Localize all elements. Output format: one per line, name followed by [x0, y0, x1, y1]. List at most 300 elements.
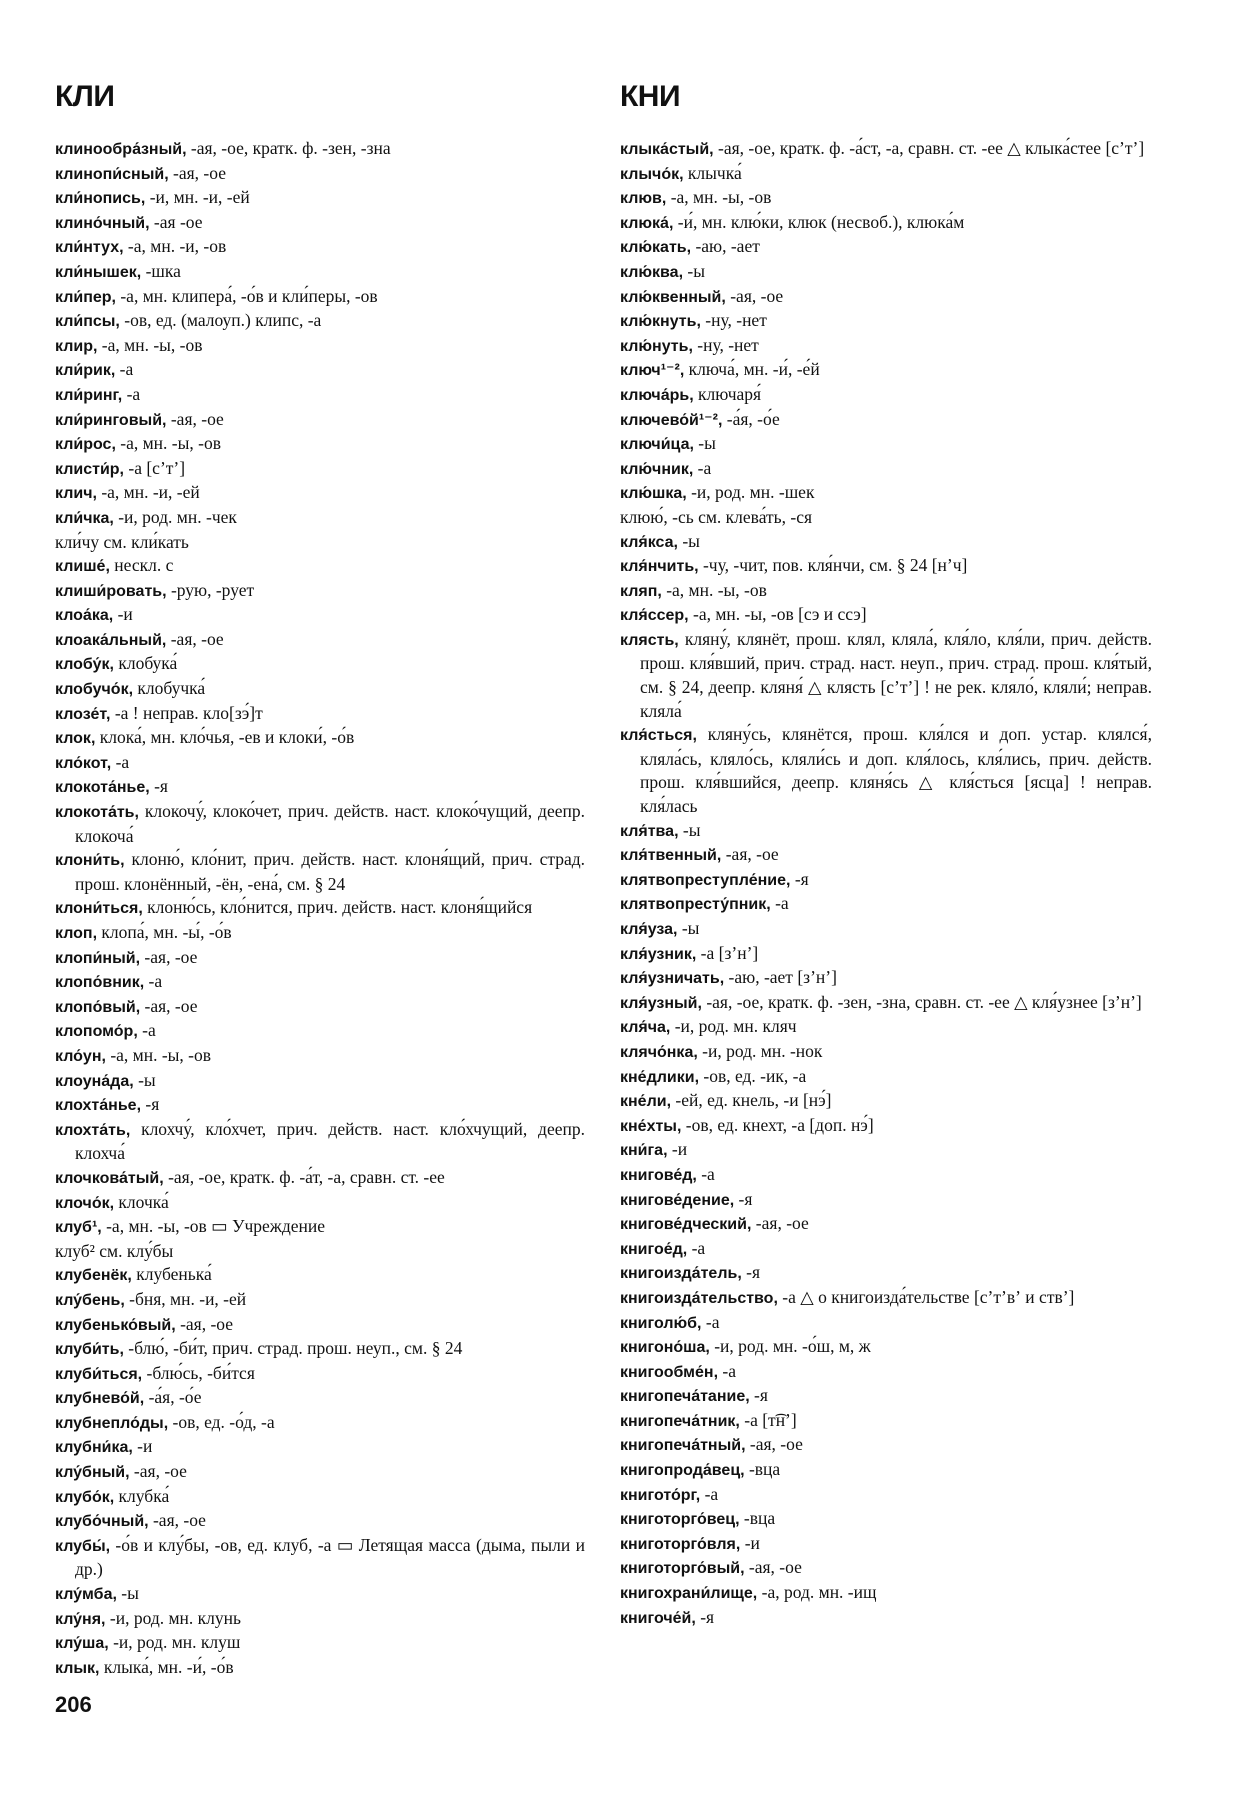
- entry-headword: книгопеча́тный,: [620, 1437, 746, 1455]
- entry-headword: клисти́р,: [55, 460, 124, 478]
- entry-definition: -я: [741, 1262, 761, 1283]
- entry-headword: клуб¹,: [55, 1219, 102, 1237]
- dictionary-entry: [55, 432, 585, 457]
- dictionary-entry: [620, 1507, 1152, 1532]
- entry-definition: -а: [137, 1020, 156, 1041]
- dictionary-entry: [55, 1435, 585, 1460]
- dictionary-entry: [55, 1582, 585, 1607]
- dictionary-entry: [55, 1313, 585, 1338]
- entry-definition: -а: [718, 1360, 737, 1381]
- entry-headword: клу́бень,: [55, 1291, 125, 1309]
- entry-definition: -и: [740, 1532, 760, 1553]
- entry-definition: -ая, -ое: [140, 946, 198, 967]
- dictionary-entry: [55, 1607, 585, 1632]
- entry-headword: клони́ть,: [55, 852, 125, 870]
- entry-headword: кни́га,: [620, 1142, 668, 1160]
- dictionary-entry: [55, 603, 585, 628]
- entry-headword: клу́ня,: [55, 1610, 106, 1628]
- entry-headword: клоа́ка,: [55, 607, 114, 625]
- entry-definition: клочка́: [114, 1191, 169, 1212]
- left-column: [55, 137, 585, 1680]
- entry-definition: -и, род. мн. клунь: [105, 1607, 241, 1628]
- entry-headword: кля́узник,: [620, 945, 697, 963]
- entry-definition: клохчу́, кло́хчет, прич. действ. наст. кло́хчущий, деепр. клохча́: [75, 1118, 585, 1164]
- entry-definition: клоню́, кло́нит, прич. действ. наст. клоня́щий, прич. страд. прош. клонённый, -ён, -ена́, см. § 24: [75, 849, 585, 894]
- entry-headword: клюка́,: [620, 214, 674, 232]
- dictionary-entry: [55, 1411, 585, 1436]
- entry-headword: клобу́к,: [55, 656, 114, 674]
- dictionary-entry: [55, 1337, 585, 1362]
- entry-headword: книгопеча́тание,: [620, 1388, 750, 1406]
- dictionary-entry: [620, 603, 1152, 628]
- entry-definition: -ая, -ое: [148, 1510, 206, 1531]
- entry-definition: -а: [115, 359, 134, 380]
- running-head-left: КЛИ: [55, 80, 115, 113]
- dictionary-entry: [55, 1485, 585, 1510]
- entry-definition: -чу, -чит, пов. кля́нчи, см. § 24 [нʼч]: [698, 555, 968, 576]
- entry-headword: кли́ринг,: [55, 386, 123, 404]
- entry-headword: клясть,: [620, 631, 679, 649]
- dictionary-entry: [620, 966, 1152, 991]
- entry-headword: ключи́ца,: [620, 436, 694, 454]
- entry-definition: ключаря́: [693, 383, 762, 404]
- entry-headword: клю́нуть,: [620, 337, 693, 355]
- entry-headword: клоака́льный,: [55, 631, 167, 649]
- entry-headword: клю́кнуть,: [620, 313, 701, 331]
- entry-definition: -ая, -ое, кратк. ф. -зен, -зна: [186, 138, 391, 158]
- entry-definition: -ая, -ое: [166, 408, 224, 429]
- entry-headword: кля́уза,: [620, 921, 678, 938]
- entry-headword: клопо́вник,: [55, 974, 145, 992]
- entry-definition: клока́, мн. кло́чья, -ев и клоки́, -о́в: [95, 727, 355, 748]
- entry-headword: клубенёк,: [55, 1267, 132, 1285]
- entry-definition: -вца: [739, 1508, 776, 1529]
- dictionary-entry: [55, 137, 585, 162]
- entry-definition: клобучка́: [133, 678, 206, 699]
- dictionary-entry: [55, 358, 585, 383]
- dictionary-entry: [55, 285, 585, 310]
- entry-headword: клубни́ка,: [55, 1439, 133, 1457]
- dictionary-entry: [620, 1212, 1152, 1237]
- entry-definition: -а, мн. -ы, -ов: [115, 433, 221, 454]
- entry-definition: клуб² см. клу́бы: [55, 1240, 174, 1261]
- entry-definition: -и: [132, 1436, 153, 1457]
- entry-headword: клоуна́да,: [55, 1072, 134, 1090]
- dictionary-entry: [620, 1335, 1152, 1360]
- dictionary-entry: [620, 1015, 1152, 1040]
- dictionary-entry: [55, 1118, 585, 1166]
- dictionary-entry: [55, 1288, 585, 1313]
- entry-definition: -ов, ед. -ик, -а: [699, 1065, 807, 1086]
- dictionary-entry: [620, 1114, 1152, 1139]
- dictionary-entry: [620, 917, 1152, 942]
- entry-definition: -ая, -ое: [168, 162, 226, 183]
- entry-headword: клятвопресту́пник,: [620, 896, 771, 914]
- dictionary-entry: [55, 579, 585, 604]
- entry-definition: -шка: [141, 260, 181, 281]
- entry-headword: кля́кса,: [620, 533, 678, 551]
- dictionary-entry: [620, 1532, 1152, 1557]
- entry-headword: книгове́дческий,: [620, 1216, 752, 1234]
- entry-headword: клиши́ровать,: [55, 582, 167, 600]
- dictionary-entry: [620, 432, 1152, 457]
- entry-headword: книголю́б,: [620, 1314, 702, 1332]
- entry-headword: клу́бный,: [55, 1464, 130, 1482]
- entry-definition: -а [сʼтʼ]: [124, 457, 186, 478]
- entry-definition: -а, мн. -ы, -ов [сэ и ссэ]: [688, 604, 867, 625]
- entry-definition: -ов, ед. -о́д, -а: [168, 1411, 275, 1432]
- entry-headword: книготорго́вый,: [620, 1560, 745, 1578]
- entry-headword: кли́псы,: [55, 313, 120, 331]
- dictionary-entry: [55, 309, 585, 334]
- dictionary-entry: [620, 942, 1152, 967]
- entry-definition: клюю́, -сь см. клева́ть, -ся: [620, 506, 813, 527]
- dictionary-entry: [55, 260, 585, 285]
- entry-headword: книгохрани́лище,: [620, 1585, 758, 1603]
- dictionary-entry: [55, 896, 585, 921]
- entry-definition: -а, мн. -и, -ей: [96, 482, 200, 503]
- dictionary-entry: [55, 1460, 585, 1485]
- dictionary-entry: [55, 1631, 585, 1656]
- entry-headword: клинопи́сный,: [55, 165, 169, 183]
- dictionary-entry: [620, 1163, 1152, 1188]
- entry-definition: -и, мн. -и, -ей: [145, 187, 250, 208]
- entry-headword: клуби́ть,: [55, 1341, 124, 1359]
- dictionary-entry: [55, 506, 585, 531]
- dictionary-entry: [55, 1069, 585, 1094]
- entry-definition: -ая, -ое: [745, 1434, 803, 1455]
- entry-headword: кли́чка,: [55, 509, 114, 527]
- dictionary-entry: [55, 186, 585, 211]
- dictionary-entry: [620, 819, 1152, 844]
- entry-definition: клубка́: [114, 1485, 170, 1506]
- entry-definition: -а, мн. -ы, -ов: [97, 334, 203, 355]
- dictionary-entry: [620, 1138, 1152, 1163]
- entry-definition: -ы: [677, 530, 700, 551]
- dictionary-entry: [620, 1409, 1152, 1434]
- entry-headword: книгоче́й,: [620, 1609, 696, 1627]
- dictionary-entry: [55, 1509, 585, 1534]
- dictionary-entry: [55, 946, 585, 971]
- entry-definition: -ая, -ое: [744, 1557, 802, 1578]
- dictionary-entry: [620, 1581, 1152, 1606]
- entry-headword: кли́нышек,: [55, 263, 142, 281]
- entry-definition: ключа́, мн. -и́, -е́й: [684, 359, 820, 380]
- dictionary-entry: [620, 309, 1152, 334]
- dictionary-entry: [55, 921, 585, 946]
- entry-headword: клокота́ть,: [55, 804, 139, 822]
- dictionary-entry: [620, 137, 1152, 162]
- entry-definition: -ая, -ое, кратк. ф. -а́ст, -а, сравн. ст. -ее △ клыка́стее [сʼтʼ]: [713, 138, 1145, 158]
- dictionary-entry: [620, 579, 1152, 604]
- right-column: [620, 137, 1152, 1630]
- entry-headword: кли́нтух,: [55, 239, 124, 257]
- entry-definition: -а: [701, 1311, 720, 1332]
- entry-definition: -аю, -ает: [691, 236, 760, 257]
- entry-headword: кли́рик,: [55, 362, 116, 380]
- entry-headword: клокота́нье,: [55, 779, 150, 797]
- entry-headword: книгое́д,: [620, 1240, 688, 1258]
- entry-headword: клуби́ться,: [55, 1365, 143, 1383]
- entry-headword: клык,: [55, 1659, 100, 1677]
- entry-headword: клочо́к,: [55, 1194, 115, 1212]
- entry-definition: -а: [144, 971, 163, 992]
- entry-definition: -а: [693, 457, 712, 478]
- entry-definition: -я: [149, 776, 168, 797]
- dictionary-entry: [620, 1040, 1152, 1065]
- entry-definition: -ая, -ое, кратк. ф. -а́т, -а, сравн. ст. -ее: [163, 1166, 445, 1187]
- entry-headword: кляп,: [620, 582, 662, 600]
- entry-definition: -а [т͡нʼ]: [739, 1409, 797, 1430]
- entry-definition: клобука́: [113, 653, 178, 674]
- dictionary-entry: [55, 235, 585, 260]
- entry-definition: -я: [141, 1094, 160, 1115]
- dictionary-entry: [620, 530, 1152, 555]
- entry-definition: -и, род. мн. кляч: [670, 1016, 797, 1037]
- page-number: 206: [55, 1692, 92, 1717]
- entry-definition: -ая, -ое: [166, 628, 224, 649]
- dictionary-entry: [55, 726, 585, 751]
- dictionary-entry: [55, 334, 585, 359]
- entry-headword: ключ¹⁻²,: [620, 362, 685, 380]
- running-head-right: КНИ: [620, 80, 681, 113]
- entry-headword: клубы́,: [55, 1537, 111, 1555]
- dictionary-entry: [55, 1093, 585, 1118]
- dictionary-entry: [620, 1237, 1152, 1262]
- dictionary-entry: [620, 334, 1152, 359]
- dictionary-entry: [620, 260, 1152, 285]
- entry-definition: клыка́, мн. -и́, -о́в: [99, 1656, 234, 1677]
- entry-headword: книготорго́вец,: [620, 1511, 740, 1529]
- entry-definition: -вца: [744, 1459, 781, 1480]
- entry-definition: -ы: [693, 433, 716, 454]
- entry-definition: -а: [770, 893, 789, 914]
- entry-definition: -а: [696, 1163, 715, 1184]
- dictionary-entry: [620, 235, 1152, 260]
- dictionary-entry: [620, 1384, 1152, 1409]
- dictionary-entry: [55, 162, 585, 187]
- entry-definition: клоню́сь, кло́нится, прич. действ. наст. клоня́щийся: [142, 897, 533, 918]
- entry-headword: клопомо́р,: [55, 1023, 138, 1041]
- dictionary-entry: [55, 677, 585, 702]
- dictionary-entry: [55, 652, 585, 677]
- entry-definition: -я: [695, 1606, 715, 1627]
- entry-headword: клятвопреступле́ние,: [620, 871, 791, 889]
- dictionary-entry: [620, 211, 1152, 236]
- entry-definition: -ы: [683, 260, 705, 281]
- entry-definition: -ы: [677, 918, 700, 938]
- entry-definition: -а ! неправ. кло[зэ́]т: [110, 702, 263, 723]
- dictionary-entry: [620, 383, 1152, 408]
- entry-definition: -я: [790, 868, 809, 889]
- dictionary-entry: [620, 162, 1152, 187]
- dictionary-entry: [55, 970, 585, 995]
- entry-headword: клопи́ный,: [55, 949, 141, 967]
- dictionary-entry: [620, 723, 1152, 818]
- dictionary-entry: [620, 1311, 1152, 1336]
- entry-headword: клю́квенный,: [620, 288, 726, 306]
- dictionary-entry: [620, 186, 1152, 211]
- entry-headword: книгопеча́тник,: [620, 1412, 740, 1430]
- entry-definition: клычка́: [683, 162, 742, 183]
- dictionary-entry: [55, 1263, 585, 1288]
- entry-headword: кля́сться,: [620, 727, 697, 745]
- entry-headword: клыка́стый,: [620, 141, 714, 158]
- entry-definition: -а: [122, 383, 141, 404]
- dictionary-entry: [620, 358, 1152, 383]
- dictionary-entry: [620, 991, 1152, 1016]
- entry-definition: кляну́, клянёт, прош. клял, кляла́, кля́ло, кля́ли, прич. действ. прош. кля́вший, прич. страд. наст. неуп., прич. страд. прош. кля́тый, см. § 24, деепр. кляня́ △ клясть [сʼтʼ] ! не рек. кляло́, кляли́; неправ. кляла́: [640, 628, 1152, 721]
- entry-headword: клинообра́зный,: [55, 141, 187, 158]
- entry-definition: -а́я, -о́е: [722, 408, 780, 429]
- entry-definition: -аю, -ает [зʼнʼ]: [724, 967, 837, 988]
- dictionary-entry: [55, 383, 585, 408]
- dictionary-entry: [55, 554, 585, 579]
- dictionary-entry: [55, 531, 585, 555]
- entry-headword: клу́ша,: [55, 1635, 109, 1653]
- dictionary-entry: [620, 1360, 1152, 1385]
- entry-headword: клино́чный,: [55, 214, 150, 232]
- entry-definition: -а, мн. -ы, -ов ▭ Учреждение: [101, 1216, 326, 1237]
- entry-headword: клячо́нка,: [620, 1043, 698, 1061]
- dictionary-entry: [55, 1044, 585, 1069]
- dictionary-entry: [55, 702, 585, 727]
- entry-definition: -и, род. мн. -чек: [113, 506, 237, 527]
- entry-definition: -а [зʼнʼ]: [696, 942, 759, 963]
- entry-headword: клубнепло́ды,: [55, 1414, 169, 1432]
- entry-headword: кля́нчить,: [620, 558, 699, 576]
- entry-definition: -а, мн. -и, -ов: [123, 236, 227, 257]
- entry-headword: кло́ун,: [55, 1047, 106, 1065]
- entry-definition: -ая, -ое: [175, 1313, 234, 1334]
- entry-headword: клони́ться,: [55, 900, 143, 918]
- entry-definition: -и́, мн. клю́ки, клюк (несвоб.), клюка́м: [673, 211, 965, 232]
- dictionary-entry: [620, 554, 1152, 579]
- entry-headword: клю́шка,: [620, 485, 687, 503]
- dictionary-entry: [55, 1215, 585, 1240]
- dictionary-entry: [55, 848, 585, 896]
- entry-headword: кля́ча,: [620, 1019, 671, 1037]
- dictionary-entry: [620, 1286, 1152, 1311]
- entry-headword: клобучо́к,: [55, 681, 134, 699]
- entry-headword: книгоно́ша,: [620, 1339, 710, 1357]
- entry-headword: кли́пер,: [55, 288, 116, 306]
- entry-headword: ключево́й¹⁻²,: [620, 411, 723, 429]
- entry-definition: -а: [111, 751, 130, 772]
- entry-definition: кли́чу см. кли́кать: [55, 531, 189, 552]
- dictionary-entry: [620, 481, 1152, 506]
- entry-definition: -ей, ед. кнель, -и [нэ́]: [671, 1090, 832, 1111]
- dictionary-entry: [55, 408, 585, 433]
- entry-definition: -а: [700, 1483, 719, 1504]
- entry-definition: -ая -ое: [149, 211, 203, 232]
- dictionary-entry: [55, 457, 585, 482]
- dictionary-entry: [55, 1191, 585, 1216]
- entry-headword: клоп,: [55, 925, 98, 942]
- entry-definition: -а, мн. -ы, -ов: [105, 1044, 212, 1065]
- entry-headword: клич,: [55, 485, 97, 503]
- entry-headword: кне́ли,: [620, 1093, 672, 1111]
- entry-headword: книгоизда́тель,: [620, 1265, 742, 1283]
- entry-headword: книгове́дение,: [620, 1191, 735, 1209]
- dictionary-entry: [620, 843, 1152, 868]
- dictionary-entry: [55, 1534, 585, 1582]
- entry-definition: -а, мн. клипера́, -о́в и кли́перы, -ов: [115, 285, 378, 306]
- entry-headword: клубнево́й,: [55, 1390, 145, 1408]
- dictionary-entry: [620, 1606, 1152, 1631]
- entry-headword: кля́узничать,: [620, 970, 725, 988]
- entry-definition: -а, род. мн. -ищ: [757, 1582, 877, 1603]
- entry-headword: книготорго́вля,: [620, 1535, 741, 1553]
- entry-definition: -ов, ед. кнехт, -а [доп. нэ́]: [681, 1114, 874, 1135]
- entry-definition: клопа́, мн. -ы́, -о́в: [97, 922, 232, 942]
- entry-definition: нескл. с: [109, 555, 174, 576]
- dictionary-entry: [55, 1386, 585, 1411]
- entry-definition: -а △ о книгоизда́тельстве [сʼтʼвʼ и ствʼ]: [777, 1286, 1075, 1307]
- entry-headword: клю́ква,: [620, 263, 684, 281]
- entry-definition: -блю́сь, -би́тся: [142, 1362, 255, 1383]
- entry-definition: -рую, -рует: [166, 579, 255, 600]
- dictionary-entry: [620, 285, 1152, 310]
- entry-definition: -о́в и клу́бы, -ов, ед. клуб, -а ▭ Летящая масса (дыма, пыли и др.): [75, 1534, 585, 1580]
- dictionary-entry: [620, 868, 1152, 893]
- dictionary-entry: [620, 506, 1152, 530]
- entry-headword: кне́длики,: [620, 1068, 700, 1086]
- entry-definition: -а, мн. -ы, -ов: [661, 579, 767, 600]
- entry-definition: -ая, -ое: [140, 995, 198, 1016]
- dictionary-entry: [55, 211, 585, 236]
- dictionary-entry: [55, 628, 585, 653]
- entry-headword: книгове́д,: [620, 1166, 697, 1184]
- entry-headword: ключа́рь,: [620, 386, 694, 404]
- entry-headword: кля́твенный,: [620, 847, 722, 865]
- entry-headword: кли́ринговый,: [55, 411, 167, 429]
- entry-headword: кли́рос,: [55, 436, 116, 454]
- entry-headword: клубо́к,: [55, 1488, 115, 1506]
- entry-definition: -ы: [133, 1069, 156, 1090]
- entry-definition: -а: [687, 1237, 706, 1258]
- entry-definition: -и, род. мн. клуш: [108, 1632, 241, 1653]
- entry-headword: клир,: [55, 337, 98, 355]
- dictionary-entry: [620, 1188, 1152, 1213]
- entry-headword: кля́узный,: [620, 994, 702, 1012]
- entry-headword: книгообме́н,: [620, 1363, 719, 1381]
- entry-definition: -а, мн. -ы, -ов: [666, 187, 772, 208]
- entry-headword: клю́кать,: [620, 239, 692, 257]
- entry-definition: клубенька́: [131, 1264, 212, 1285]
- entry-definition: клокочу́, клоко́чет, прич. действ. наст. клоко́чущий, деепр. клокоча́: [75, 801, 585, 846]
- entry-definition: -а́я, -о́е: [144, 1387, 202, 1408]
- entry-definition: -и: [113, 604, 133, 625]
- entry-headword: клычо́к,: [620, 165, 684, 183]
- dictionary-entry: [620, 1065, 1152, 1090]
- dictionary-entry: [55, 1240, 585, 1264]
- entry-definition: -и, род. мн. -нок: [697, 1040, 823, 1061]
- entry-definition: -и, род. мн. -о́ш, м, ж: [709, 1336, 871, 1357]
- entry-definition: -я: [749, 1385, 768, 1406]
- entry-definition: -ов, ед. (малоуп.) клипс, -а: [119, 310, 322, 331]
- entry-definition: -ы: [116, 1583, 139, 1604]
- dictionary-entry: [620, 408, 1152, 433]
- entry-headword: книгото́рг,: [620, 1486, 701, 1504]
- entry-headword: клок,: [55, 730, 96, 748]
- entry-headword: клопо́вый,: [55, 998, 141, 1016]
- entry-headword: клубо́чный,: [55, 1513, 149, 1531]
- dictionary-entry: [55, 1166, 585, 1191]
- dictionary-entry: [55, 995, 585, 1020]
- dictionary-entry: [55, 481, 585, 506]
- dictionary-entry: [55, 800, 585, 848]
